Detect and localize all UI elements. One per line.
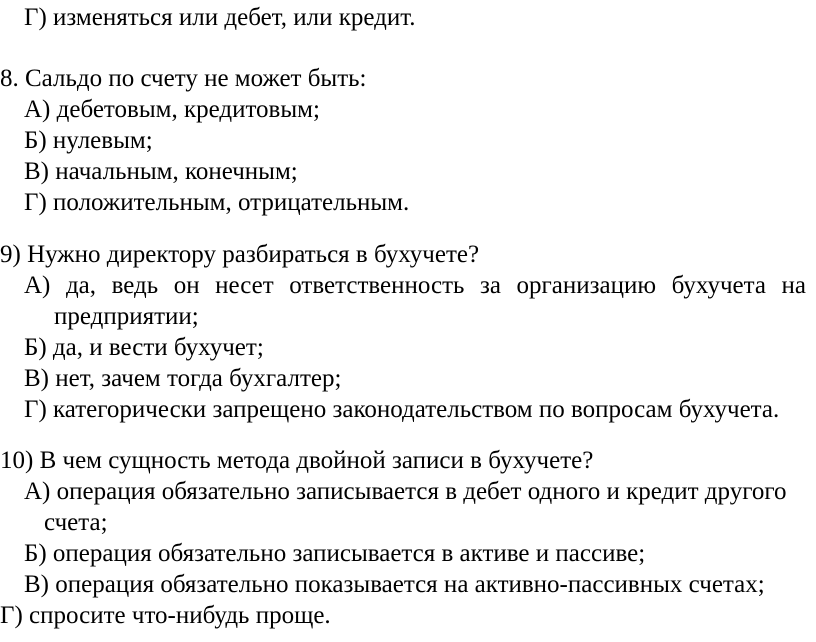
question-8: 8. Сальдо по счету не может быть: [0,65,367,92]
prev-answer-g: Г) изменяться или дебет, или кредит. [24,4,416,31]
q10-answer-a: А) операция обязательно записывается в дебет одного и кредит другого [24,478,787,505]
q9-answer-a: А) да, ведь он несет ответственность за организацию бухучета на [24,272,806,299]
q10-answer-v: В) операция обязательно показывается на активно-пассивных счетах; [24,571,765,598]
q10-answer-b: Б) операция обязательно записывается в активе и пассиве; [24,540,646,567]
question-10: 10) В чем сущность метода двойной записи в бухучете? [0,447,594,474]
question-9: 9) Нужно директору разбираться в бухучете? [0,241,480,268]
q9-answer-b: Б) да, и вести бухучет; [24,334,264,361]
q10-answer-g: Г) спросите что-нибудь проще. [0,602,331,629]
q8-answer-v: В) начальным, конечным; [24,158,298,185]
q8-answer-g: Г) положительным, отрицательным. [24,189,410,216]
q10-answer-a-continued: счета; [44,509,108,536]
q8-answer-a: А) дебетовым, кредитовым; [24,96,320,123]
q9-answer-a-continued: предприятии; [54,303,199,330]
q9-answer-v: В) нет, зачем тогда бухгалтер; [24,365,342,392]
q8-answer-b: Б) нулевым; [24,127,153,154]
q9-answer-g: Г) категорически запрещено законодательством по вопросам бухучета. [24,396,780,423]
